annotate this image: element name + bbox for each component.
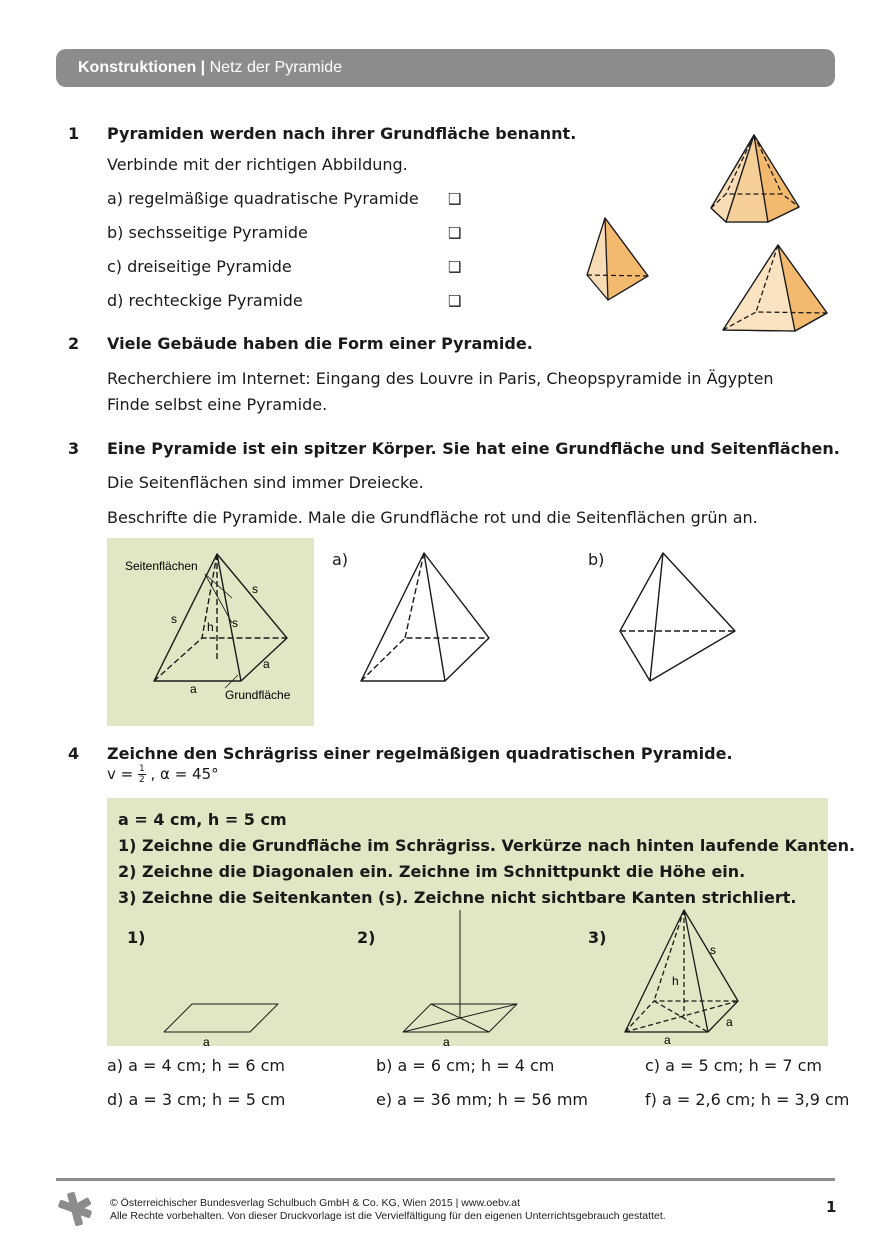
exercise-b: b) a = 6 cm; h = 4 cm bbox=[376, 1056, 555, 1075]
task2-line2: Finde selbst eine Pyramide. bbox=[107, 395, 328, 414]
label-h: h bbox=[207, 620, 214, 634]
footer-line2: Alle Rechte vorbehalten. Von dieser Druckvorlage ist die Vervielfältigung für den eigenen Unterrichtsgebrauch gestattet. bbox=[110, 1210, 666, 1222]
header-title bbox=[78, 59, 342, 77]
v-prefix: v = bbox=[107, 765, 134, 783]
task3-title: Eine Pyramide ist ein spitzer Körper. Sie hat eine Grundfläche und Seitenflächen. bbox=[107, 439, 840, 458]
alpha-value: , α = 45° bbox=[150, 765, 219, 783]
task1-item-a: a) regelmäßige quadratische Pyramide bbox=[107, 189, 419, 208]
pyramid-figure-b[interactable] bbox=[615, 548, 740, 688]
exercise-f: f) a = 2,6 cm; h = 3,9 cm bbox=[645, 1090, 850, 1109]
label-a-right: a bbox=[263, 657, 270, 671]
task3-line2: Beschrifte die Pyramide. Male die Grundfläche rot und die Seitenflächen grün an. bbox=[107, 508, 758, 527]
task3-number: 3 bbox=[68, 439, 80, 458]
checkbox-a[interactable]: ❑ bbox=[448, 190, 462, 208]
v-fraction bbox=[138, 764, 146, 785]
header-separator: | bbox=[200, 59, 206, 76]
task2-line1: Recherchiere im Internet: Eingang des Louvre in Paris, Cheopspyramide in Ägypten bbox=[107, 369, 774, 388]
footer-copyright bbox=[110, 1197, 666, 1223]
exercise-a: a) a = 4 cm; h = 6 cm bbox=[107, 1056, 286, 1075]
step1-base bbox=[164, 1004, 278, 1032]
task2-title: Viele Gebäude haben die Form einer Pyramide. bbox=[107, 334, 533, 353]
label-s-mid: s bbox=[232, 616, 238, 630]
checkbox-b[interactable]: ❑ bbox=[448, 224, 462, 242]
box-step1: 1) Zeichne die Grundfläche im Schrägriss. Verkürze nach hinten laufende Kanten. bbox=[118, 836, 856, 855]
figure-a-label: a) bbox=[332, 550, 349, 569]
square-pyramid-figure[interactable] bbox=[723, 245, 827, 331]
step3-h-label: h bbox=[672, 974, 679, 988]
label-a-bottom: a bbox=[190, 682, 197, 696]
label-seitenflaechen: Seitenflächen bbox=[125, 559, 198, 573]
label-s-right: s bbox=[252, 582, 258, 596]
label-grundflaeche: Grundfläche bbox=[225, 688, 291, 702]
task1-instruction: Verbinde mit der richtigen Abbildung. bbox=[107, 155, 408, 174]
exercise-e: e) a = 36 mm; h = 56 mm bbox=[376, 1090, 588, 1109]
fig1-label: 1) bbox=[127, 928, 146, 947]
step1-a-label: a bbox=[203, 1035, 210, 1049]
header-section: Konstruktionen bbox=[78, 59, 197, 76]
box-step2: 2) Zeichne die Diagonalen ein. Zeichne im Schnittpunkt die Höhe ein. bbox=[118, 862, 746, 881]
task1-item-b: b) sechsseitige Pyramide bbox=[107, 223, 308, 242]
task1-title: Pyramiden werden nach ihrer Grundfläche benannt. bbox=[107, 124, 577, 143]
publisher-logo-icon bbox=[56, 1190, 94, 1228]
checkbox-c[interactable]: ❑ bbox=[448, 258, 462, 276]
step3-a-right: a bbox=[726, 1015, 733, 1029]
footer-divider bbox=[56, 1178, 835, 1181]
task2-number: 2 bbox=[68, 334, 80, 353]
triangular-pyramid-figure[interactable] bbox=[587, 218, 648, 300]
task4-number: 4 bbox=[68, 744, 80, 763]
hexagonal-pyramid-figure[interactable] bbox=[711, 135, 799, 222]
v-denominator: 2 bbox=[139, 775, 145, 785]
header-topic: Netz der Pyramide bbox=[209, 59, 343, 76]
checkbox-d[interactable]: ❑ bbox=[448, 292, 462, 310]
pyramid-illustrations bbox=[580, 130, 840, 340]
task1-number: 1 bbox=[68, 124, 80, 143]
task4-parameters bbox=[107, 764, 219, 788]
page-number: 1 bbox=[826, 1198, 837, 1216]
construction-steps-diagram bbox=[107, 905, 828, 1050]
label-s-left: s bbox=[171, 612, 177, 626]
exercise-c: c) a = 5 cm; h = 7 cm bbox=[645, 1056, 822, 1075]
footer-line1: © Österreichischer Bundesverlag Schulbuch GmbH & Co. KG, Wien 2015 | www.oebv.at bbox=[110, 1197, 521, 1209]
fig3-label: 3) bbox=[588, 928, 607, 947]
task1-item-d: d) rechteckige Pyramide bbox=[107, 291, 303, 310]
step3-pyramid bbox=[625, 910, 738, 1032]
figure-b-label: b) bbox=[588, 550, 605, 569]
task1-item-c: c) dreiseitige Pyramide bbox=[107, 257, 292, 276]
task3-line1: Die Seitenflächen sind immer Dreiecke. bbox=[107, 473, 424, 492]
exercise-d: d) a = 3 cm; h = 5 cm bbox=[107, 1090, 286, 1109]
task4-title: Zeichne den Schrägriss einer regelmäßigen quadratischen Pyramide. bbox=[107, 744, 733, 763]
box-given: a = 4 cm, h = 5 cm bbox=[118, 810, 287, 829]
example-pyramid-diagram bbox=[107, 538, 314, 726]
fig2-label: 2) bbox=[357, 928, 376, 947]
step3-s-label: s bbox=[710, 943, 716, 957]
pyramid-figure-a[interactable] bbox=[355, 548, 495, 688]
step3-a-bottom: a bbox=[664, 1033, 671, 1047]
step2-a-label: a bbox=[443, 1035, 450, 1049]
v-numerator: 1 bbox=[139, 764, 145, 774]
box-step3: 3) Zeichne die Seitenkanten (s). Zeichne nicht sichtbare Kanten strichliert. bbox=[118, 888, 797, 907]
